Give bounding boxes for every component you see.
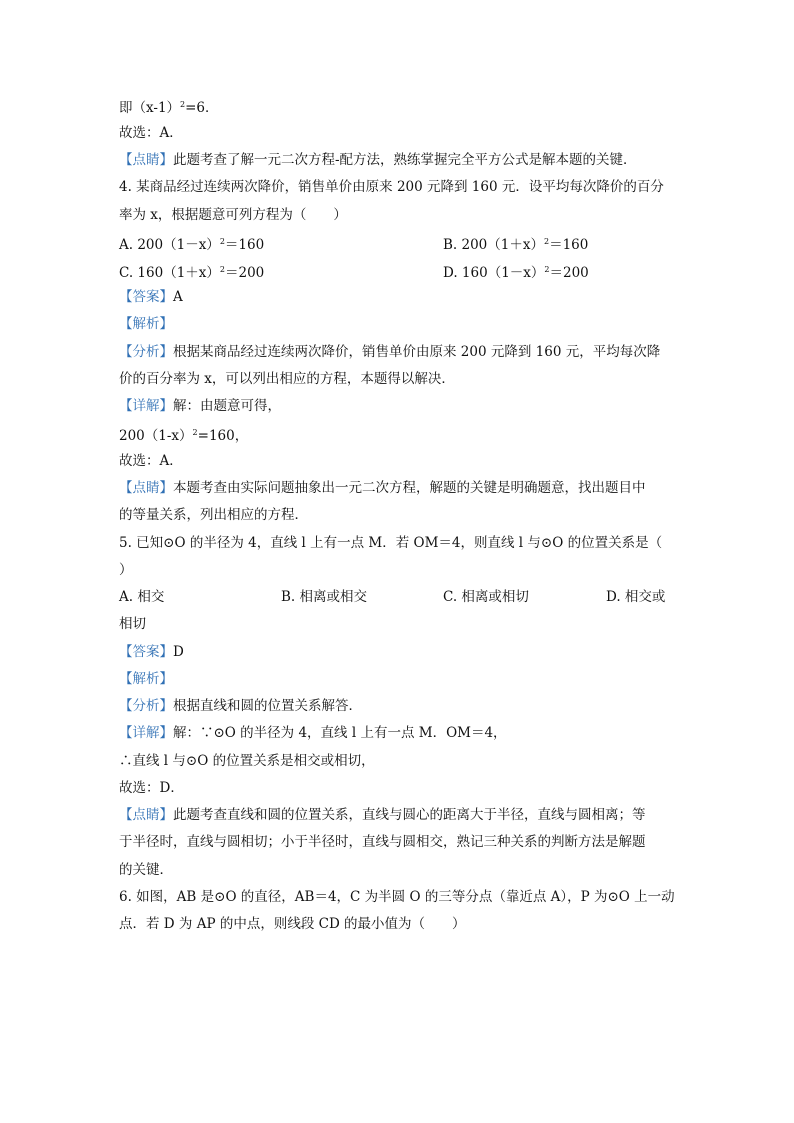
q4-dianjing-line-1: 【点睛】本题考查由实际问题抽象出一元二次方程，解题的关键是明确题意，找出题目中 xyxy=(119,480,646,496)
q5-dianjing-line-3: 的关键． xyxy=(119,862,173,878)
q4-equation: $200(1-x)^2=160$， xyxy=(119,428,249,444)
q5-answer: 【答案】D xyxy=(119,644,184,660)
q4-dianjing-line-2: 的等量关系，列出相应的方程． xyxy=(119,507,308,523)
q5-fenxi: 【分析】根据直线和圆的位置关系解答． xyxy=(119,698,362,714)
q4-option-b: B. $200(1+x)^2=160$ xyxy=(443,237,589,253)
q4-option-c: C. $160(1+x)^2=200$ xyxy=(119,265,265,281)
xiangjie-tag: 【详解】 xyxy=(119,398,173,414)
dianjing-tag: 【点睛】 xyxy=(119,152,173,168)
q4-choose: 故选：A． xyxy=(119,453,183,469)
q4-stem-line-1: 4. 某商品经过连续两次降价，销售单价由原来 200 元降到 160 元．设平均每次降价的百分 xyxy=(119,179,664,195)
q5-option-d: D. 相交或 xyxy=(606,589,666,605)
q6-stem-line-1: 6. 如图，AB 是⊙O 的直径，AB＝4，C 为半圆 O 的三等分点（靠近点 A），P 为⊙O 上一动 xyxy=(119,889,675,905)
q4-answer: 【答案】A xyxy=(119,289,183,305)
dianjing-line: 【点睛】此题考查了解一元二次方程-配方法，熟练掌握完全平方公式是解本题的关键． xyxy=(119,152,637,168)
q5-option-b: B. 相离或相交 xyxy=(281,589,368,605)
choose-line: 故选：A． xyxy=(119,125,183,141)
q5-dianjing-line-2: 于半径时，直线与圆相切；小于半径时，直线与圆相交，熟记三种关系的判断方法是解题 xyxy=(119,834,646,850)
fenxi-tag: 【分析】 xyxy=(119,698,173,714)
q5-xiangjie: 【详解】解：∵⊙O 的半径为 4，直线 l 上有一点 M．OM＝4， xyxy=(119,725,507,741)
q4-fenxi-line-1: 【分析】根据某商品经过连续两次降价，销售单价由原来 200 元降到 160 元，平均每次降 xyxy=(119,344,661,360)
q4-option-a: A. $200(1-x)^2=160$ xyxy=(119,237,265,253)
q6-stem-line-2: 点．若 D 为 AP 的中点，则线段 CD 的最小值为（ ） xyxy=(119,916,466,932)
fenxi-tag: 【分析】 xyxy=(119,344,173,360)
q5-choose: 故选：D． xyxy=(119,780,184,796)
dianjing-tag: 【点睛】 xyxy=(119,480,173,496)
q5-option-a: A. 相交 xyxy=(119,589,165,605)
equation-line: 即$(x-1)^2=6$． xyxy=(119,100,219,116)
dianjing-tag: 【点睛】 xyxy=(119,807,173,823)
xiangjie-tag: 【详解】 xyxy=(119,725,173,741)
q5-dianjing-line-1: 【点睛】此题考查直线和圆的位置关系，直线与圆心的距离大于半径，直线与圆相离；等 xyxy=(119,807,646,823)
q5-stem-line-1: 5. 已知⊙O 的半径为 4，直线 l 上有一点 M．若 OM＝4，则直线 l 与⊙O 的位置关系是（ xyxy=(119,535,663,551)
q4-option-d: D. $160(1-x)^2=200$ xyxy=(443,265,589,281)
answer-tag: 【答案】 xyxy=(119,644,173,660)
q4-fenxi-line-2: 价的百分率为 x，可以列出相应的方程，本题得以解决． xyxy=(119,371,455,387)
q5-analysis-heading: 【解析】 xyxy=(119,671,173,687)
q4-xiangjie: 【详解】解：由题意可得， xyxy=(119,398,281,414)
q5-stem-line-2: ） xyxy=(119,562,133,578)
answer-tag: 【答案】 xyxy=(119,289,173,305)
q5-option-c: C. 相离或相切 xyxy=(443,589,529,605)
q5-option-wrap: 相切 xyxy=(119,616,146,632)
q4-stem-line-2: 率为 x，根据题意可列方程为（ ） xyxy=(119,207,347,223)
q4-analysis-heading: 【解析】 xyxy=(119,316,173,332)
q5-therefore: ∴直线 l 与⊙O 的位置关系是相交或相切， xyxy=(119,753,375,769)
